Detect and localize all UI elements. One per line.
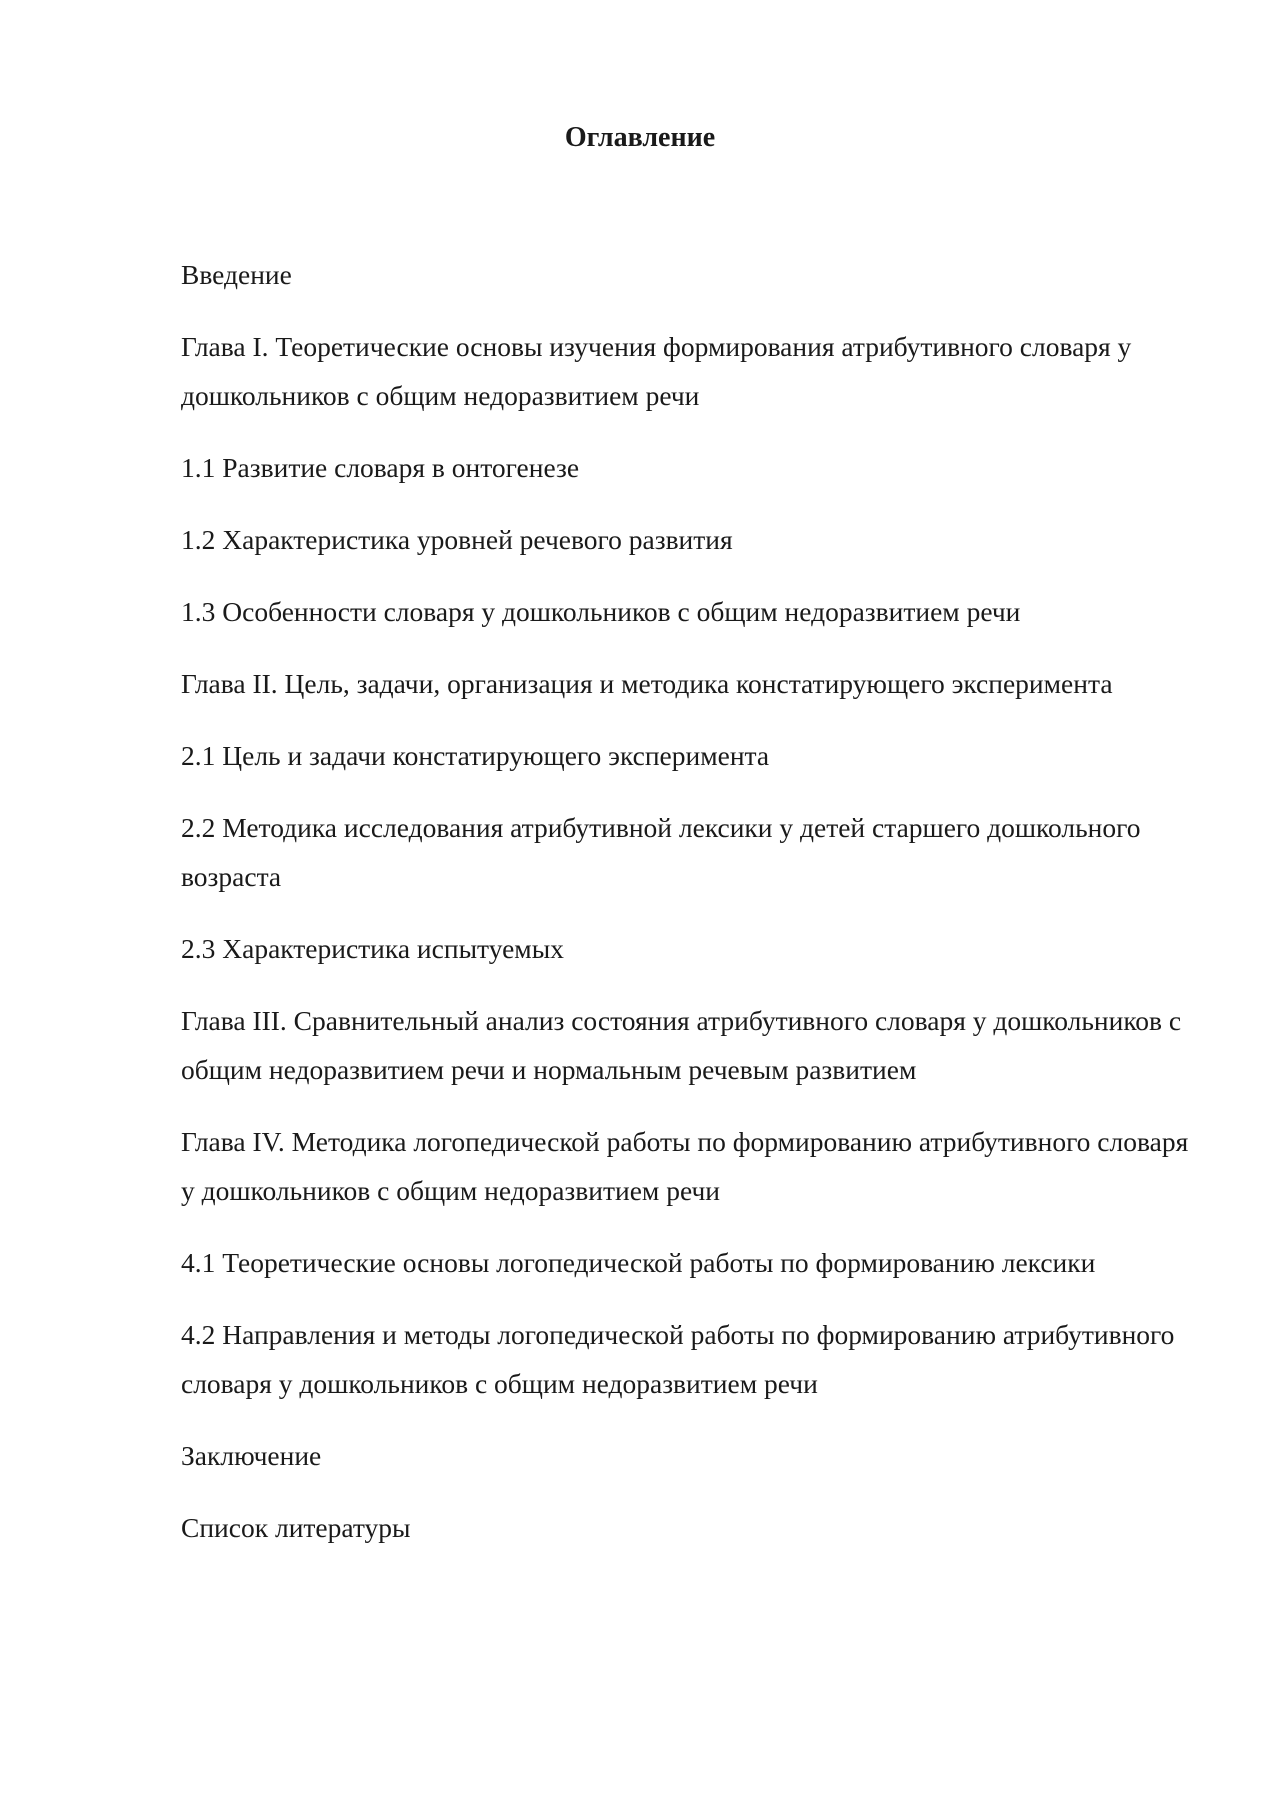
toc-entry-section-1-1: 1.1 Развитие словаря в онтогенезе	[181, 452, 580, 483]
toc-entry-section-4-2: 4.2 Направления и методы логопедической работы по формированию атрибутивного словаря у дошкольников с общим недоразвитием речи	[181, 1319, 1175, 1399]
toc-entry-section-2-1: 2.1 Цель и задачи констатирующего эксперимента	[181, 740, 770, 771]
toc-entry-section-1-3: 1.3 Особенности словаря у дошкольников с общим недоразвитием речи	[181, 596, 1021, 627]
toc-entry-chapter-4: Глава IV. Методика логопедической работы по формированию атрибутивного словаря у дошкольников с общим недоразвитием речи	[181, 1126, 1189, 1206]
toc-entry-chapter-2: Глава II. Цель, задачи, организация и методика констатирующего эксперимента	[181, 668, 1113, 699]
table-of-contents	[181, 250, 1201, 1575]
toc-entry-section-1-2: 1.2 Характеристика уровней речевого развития	[181, 524, 733, 555]
toc-entry-introduction: Введение	[181, 259, 292, 290]
toc-entry-chapter-3: Глава III. Сравнительный анализ состояния атрибутивного словаря у дошкольников с общим недоразвитием речи и нормальным речевым развитием	[181, 1005, 1182, 1085]
toc-entry-conclusion: Заключение	[181, 1440, 322, 1471]
toc-entry-section-2-3: 2.3 Характеристика испытуемых	[181, 933, 564, 964]
page-title: Оглавление	[564, 122, 716, 153]
toc-entry-chapter-1: Глава I. Теоретические основы изучения формирования атрибутивного словаря у дошкольников с общим недоразвитием речи	[181, 331, 1132, 411]
toc-entry-bibliography: Список литературы	[181, 1512, 411, 1543]
toc-entry-section-4-1: 4.1 Теоретические основы логопедической работы по формированию лексики	[181, 1247, 1096, 1278]
toc-entry-section-2-2: 2.2 Методика исследования атрибутивной лексики у детей старшего дошкольного возраста	[181, 812, 1141, 892]
